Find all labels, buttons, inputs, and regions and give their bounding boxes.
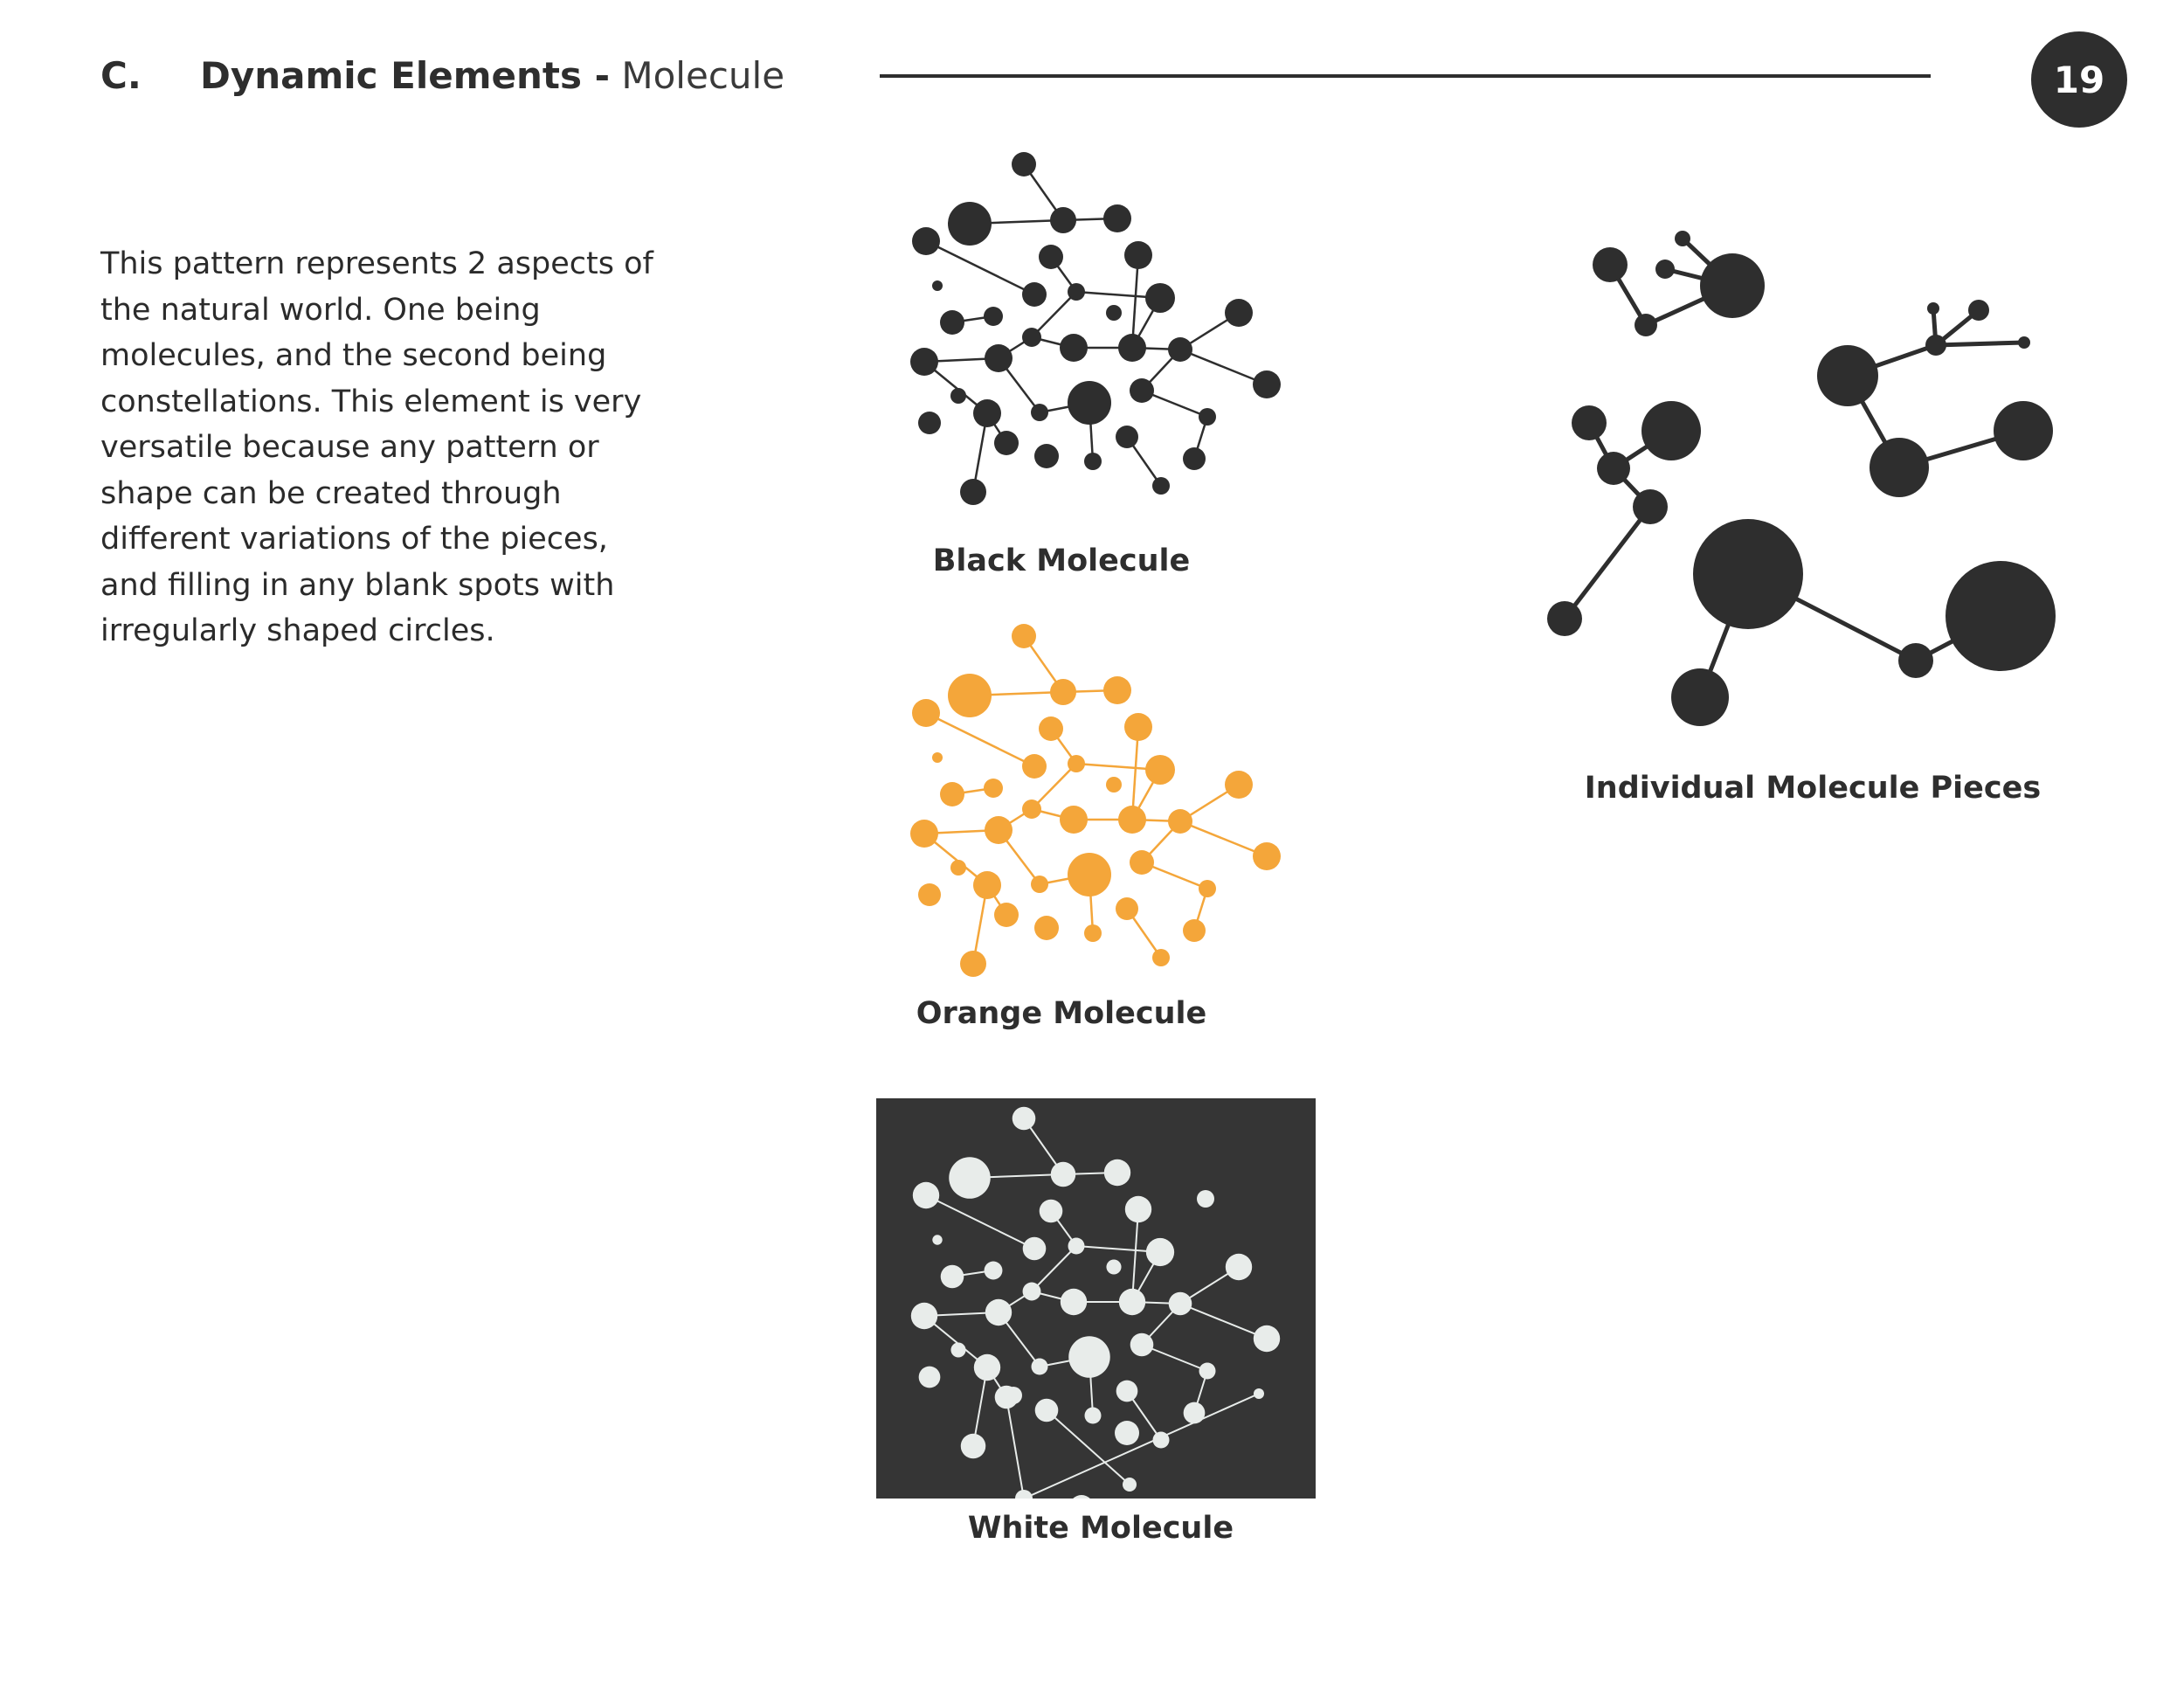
molecule-atom xyxy=(1700,253,1765,318)
molecule-atom xyxy=(973,399,1001,427)
molecule-atom xyxy=(1927,302,1939,315)
molecule-atom xyxy=(911,1303,937,1329)
molecule-atom xyxy=(1022,799,1041,819)
molecule-atom xyxy=(994,431,1019,455)
page-title xyxy=(200,54,784,97)
molecule-atom xyxy=(1012,624,1036,648)
molecule-atom xyxy=(1641,401,1701,460)
molecule-atom xyxy=(1968,300,1989,321)
molecule-atom xyxy=(1116,897,1138,920)
molecule-atom xyxy=(1183,447,1206,470)
molecule-atom xyxy=(1034,916,1059,940)
black-molecule-caption: Black Molecule xyxy=(932,543,1191,578)
molecule-atom xyxy=(1130,378,1154,403)
black-molecule-graphic xyxy=(891,140,1310,524)
header-divider xyxy=(880,74,1931,78)
molecule-atom xyxy=(910,820,938,848)
molecule-atom xyxy=(1116,1381,1138,1402)
molecule-atom xyxy=(985,344,1013,372)
orange-molecule-graphic xyxy=(891,612,1310,996)
molecule-atom xyxy=(950,1342,965,1357)
molecule-atom xyxy=(1040,1200,1063,1223)
molecule-atom xyxy=(949,1157,991,1199)
molecule-atom xyxy=(1184,1402,1206,1424)
molecule-atom xyxy=(1254,1326,1280,1352)
molecule-bond xyxy=(1180,821,1267,856)
orange-molecule-caption: Orange Molecule xyxy=(916,996,1207,1031)
molecule-atom xyxy=(1671,668,1729,726)
molecule-atom xyxy=(1060,334,1088,362)
molecule-atom xyxy=(1106,1259,1121,1274)
molecule-atom xyxy=(1023,1283,1041,1301)
molecule-atom xyxy=(1116,426,1138,448)
molecule-atom xyxy=(1104,1159,1130,1186)
molecule-bond xyxy=(1180,350,1267,384)
white-molecule-graphic xyxy=(876,1098,1316,1499)
molecule-atom xyxy=(912,227,940,255)
molecule-atom xyxy=(1023,1237,1047,1261)
molecule-atom xyxy=(1103,204,1131,232)
molecule-atom xyxy=(913,1182,939,1208)
molecule-atom xyxy=(1084,924,1102,942)
molecule-atom xyxy=(1060,806,1088,834)
page-title-light: Molecule xyxy=(621,54,785,97)
molecule-atom xyxy=(1069,1495,1094,1499)
molecule-atom xyxy=(1145,755,1175,785)
molecule-bond xyxy=(1024,1394,1259,1499)
molecule-atom xyxy=(1106,777,1122,793)
molecule-atom xyxy=(1022,754,1047,779)
molecule-atom xyxy=(948,202,992,246)
molecule-atom xyxy=(984,779,1003,798)
molecule-atom xyxy=(1994,401,2053,460)
molecule-atom xyxy=(932,752,943,763)
molecule-bond xyxy=(1936,343,2024,345)
molecule-atom xyxy=(1124,241,1152,269)
molecule-atom xyxy=(985,1299,1012,1326)
molecule-atom xyxy=(960,479,986,505)
molecule-atom xyxy=(985,1262,1003,1280)
molecule-atom xyxy=(1085,1408,1102,1424)
molecule-bond xyxy=(1180,1304,1267,1339)
molecule-atom xyxy=(1197,1190,1214,1208)
molecule-atom xyxy=(1152,477,1170,495)
molecule-atom xyxy=(1022,282,1047,307)
molecule-atom xyxy=(1022,328,1041,347)
molecule-atom xyxy=(1226,1254,1252,1280)
molecule-atom xyxy=(932,280,943,291)
molecule-atom xyxy=(1153,1432,1170,1449)
page-number-badge: 19 xyxy=(2031,31,2127,128)
molecule-atom xyxy=(940,310,964,335)
molecule-atom xyxy=(1199,880,1216,897)
molecule-atom xyxy=(912,699,940,727)
intro-paragraph: This pattern represents 2 aspects of the natural world. One being molecules, and the second being constellations. This element is very versatile because any pattern or shape can be created through different variations of the pieces, and filling in any blank spots with irregularly shaped circles. xyxy=(100,246,653,648)
molecule-atom xyxy=(1118,334,1146,362)
molecule-bond xyxy=(1565,507,1650,619)
molecule-atom xyxy=(985,816,1013,844)
molecule-atom xyxy=(1068,381,1111,425)
molecule-atom xyxy=(918,883,941,906)
molecule-bond xyxy=(1132,1209,1138,1302)
molecule-atom xyxy=(1103,676,1131,704)
molecule-atom xyxy=(1898,643,1933,678)
molecule-atom xyxy=(1039,245,1063,269)
molecule-atom xyxy=(950,860,966,876)
molecule-atom xyxy=(940,782,964,806)
molecule-atom xyxy=(1119,1289,1145,1315)
molecule-atom xyxy=(1168,337,1192,362)
molecule-atom xyxy=(1091,1355,1107,1371)
molecule-atom xyxy=(984,307,1003,326)
molecule-atom xyxy=(1183,919,1206,942)
individual-pieces-caption: Individual Molecule Pieces xyxy=(1584,771,2042,806)
molecule-atom xyxy=(1031,876,1048,893)
molecule-atom xyxy=(1572,405,1607,440)
molecule-atom xyxy=(974,1354,1000,1381)
molecule-atom xyxy=(1106,305,1122,321)
molecule-atom xyxy=(1253,370,1281,398)
molecule-atom xyxy=(1068,755,1085,772)
molecule-atom xyxy=(1635,314,1657,336)
molecule-atom xyxy=(1199,1363,1216,1380)
molecule-atom xyxy=(973,871,1001,899)
molecule-atom xyxy=(1039,716,1063,741)
molecule-atom xyxy=(1005,1387,1022,1404)
molecule-atom xyxy=(1547,601,1582,636)
molecule-atom xyxy=(1012,152,1036,177)
molecule-atom xyxy=(1655,260,1675,279)
molecule-atom xyxy=(1168,809,1192,834)
individual-molecule-pieces-graphic xyxy=(1520,218,2079,743)
molecule-atom xyxy=(1130,850,1154,875)
molecule-atom xyxy=(1593,247,1628,282)
molecule-atom xyxy=(1146,1238,1174,1266)
molecule-atom xyxy=(1597,452,1630,485)
molecule-atom xyxy=(1031,404,1048,421)
molecule-atom xyxy=(1817,345,1878,406)
molecule-atom xyxy=(1068,1238,1085,1255)
molecule-atom xyxy=(1925,335,1946,356)
molecule-atom xyxy=(1050,679,1076,705)
molecule-atom xyxy=(961,1434,986,1459)
molecule-atom xyxy=(1118,806,1146,834)
molecule-atom xyxy=(950,388,966,404)
molecule-atom xyxy=(1225,771,1253,799)
molecule-atom xyxy=(1225,299,1253,327)
molecule-atom xyxy=(1675,231,1690,246)
molecule-atom xyxy=(1870,438,1929,497)
molecule-atom xyxy=(918,412,941,434)
molecule-atom xyxy=(1130,1333,1154,1357)
section-letter: C. xyxy=(100,54,142,97)
molecule-bond xyxy=(1006,1397,1024,1499)
molecule-atom xyxy=(1253,842,1281,870)
molecule-atom xyxy=(910,348,938,376)
molecule-atom xyxy=(1050,207,1076,233)
molecule-atom xyxy=(1946,561,2056,671)
molecule-atom xyxy=(1115,1421,1139,1445)
molecule-atom xyxy=(960,951,986,977)
molecule-atom xyxy=(919,1367,941,1388)
molecule-atom xyxy=(1061,1289,1087,1315)
molecule-atom xyxy=(1084,453,1102,470)
molecule-atom xyxy=(1035,1399,1059,1422)
molecule-atom xyxy=(1068,283,1085,301)
molecule-atom xyxy=(1124,713,1152,741)
molecule-atom xyxy=(1015,1490,1033,1499)
molecule-atom xyxy=(1125,1196,1151,1222)
molecule-atom xyxy=(1123,1478,1137,1492)
molecule-atom xyxy=(1032,1359,1048,1375)
molecule-atom xyxy=(1013,1107,1036,1131)
molecule-atom xyxy=(1199,408,1216,426)
molecule-atom xyxy=(1169,1292,1192,1316)
molecule-atom xyxy=(1145,283,1175,313)
white-molecule-caption: White Molecule xyxy=(967,1511,1234,1546)
molecule-atom xyxy=(1051,1162,1076,1187)
molecule-atom xyxy=(1693,519,1803,629)
molecule-atom xyxy=(1152,949,1170,966)
molecule-atom xyxy=(932,1235,942,1244)
molecule-atom xyxy=(948,674,992,717)
molecule-atom xyxy=(941,1265,964,1289)
molecule-atom xyxy=(994,903,1019,927)
molecule-atom xyxy=(1068,853,1111,896)
page-title-bold: Dynamic Elements - xyxy=(200,54,611,97)
molecule-atom xyxy=(1254,1388,1264,1399)
molecule-atom xyxy=(1633,489,1668,524)
molecule-atom xyxy=(1034,444,1059,468)
molecule-atom xyxy=(2018,336,2030,349)
